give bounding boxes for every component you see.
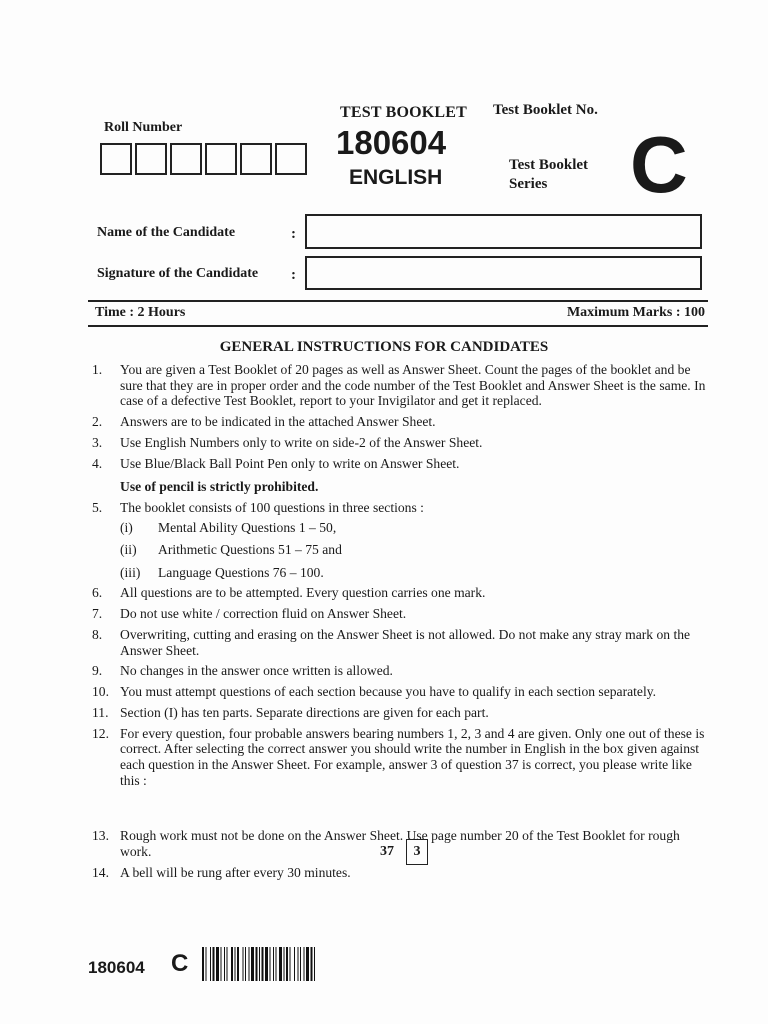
item-number: 6. xyxy=(92,585,103,601)
item-text: Overwriting, cutting and erasing on the Answer Sheet is not allowed. Do not make any stray mark on the Answer Sheet. xyxy=(120,627,691,658)
colon: : xyxy=(291,267,296,283)
list-item xyxy=(92,414,710,430)
test-booklet-series-label: Test Booklet Series xyxy=(509,157,589,192)
item-text xyxy=(120,500,710,580)
roll-digit-box[interactable] xyxy=(100,143,132,175)
item-text: No changes in the answer once written is allowed. xyxy=(120,663,393,679)
answer-example xyxy=(380,839,428,865)
sections-list xyxy=(120,520,710,581)
item-number: 2. xyxy=(92,413,103,429)
list-item xyxy=(92,627,710,658)
section-number: (iii) xyxy=(120,564,141,580)
section-text: Language Questions 76 – 100. xyxy=(158,564,324,580)
roll-digit-box[interactable] xyxy=(275,143,307,175)
item-text: All questions are to be attempted. Every question carries one mark. xyxy=(120,585,486,601)
candidate-signature-field[interactable] xyxy=(305,256,702,290)
list-item xyxy=(92,705,710,721)
section-text: Mental Ability Questions 1 – 50, xyxy=(158,519,337,535)
item-number: 13. xyxy=(92,828,109,844)
barcode-icon xyxy=(202,947,374,981)
item-number: 10. xyxy=(92,684,109,700)
colon: : xyxy=(291,226,296,242)
item-text: For every question, four probable answers bearing numbers 1, 2, 3 and 4 are given. Only one out of these is correct. After selecting the correct answer you should write the number in English in the box given against each question in the Answer Sheet. For example, answer 3 of question 37 is correct, you please write like this : xyxy=(120,725,705,788)
item-text xyxy=(120,456,710,495)
item-text: Section (I) has ten parts. Separate directions are given for each part. xyxy=(120,704,489,720)
subject-title: ENGLISH xyxy=(349,166,443,189)
list-item xyxy=(92,500,710,580)
item-text: You are given a Test Booklet of 20 pages as well as Answer Sheet. Count the pages of the booklet and be sure that they are in proper order and the code number of the Test Booklet and Answer Sheet is the same. In case of a defective Test Booklet, report to your Invigilator and get it replaced. xyxy=(120,362,706,409)
item-text: You must attempt questions of each section because you have to qualify in each section separately. xyxy=(120,684,657,700)
item-text: Use English Numbers only to write on side-2 of the Answer Sheet. xyxy=(120,434,483,450)
section-item xyxy=(120,542,710,558)
section-text: Arithmetic Questions 51 – 75 and xyxy=(158,542,342,558)
item-number: 14. xyxy=(92,864,109,880)
item-number: 7. xyxy=(92,606,103,622)
item-number: 4. xyxy=(92,455,103,471)
item-text-main: The booklet consists of 100 questions in three sections : xyxy=(120,499,424,515)
item-number: 11. xyxy=(92,704,109,720)
item-number: 8. xyxy=(92,627,103,643)
list-item xyxy=(92,684,710,700)
list-item xyxy=(92,663,710,679)
roll-number-boxes xyxy=(100,143,310,175)
item-number: 3. xyxy=(92,434,103,450)
item-text: Rough work must not be done on the Answer Sheet. Use page number 20 of the Test Booklet for rough work. xyxy=(120,828,680,859)
instructions-list xyxy=(92,362,710,885)
example-answer-box: 3 xyxy=(406,839,428,865)
time-allowed: Time : 2 Hours xyxy=(95,305,186,320)
candidate-name-field[interactable] xyxy=(305,214,702,249)
list-item xyxy=(92,362,710,409)
item-text-main: Use Blue/Black Ball Point Pen only to write on Answer Sheet. xyxy=(120,455,460,471)
item-number: 1. xyxy=(92,362,103,377)
item-text: Do not use white / correction fluid on Answer Sheet. xyxy=(120,606,407,622)
section-number: (i) xyxy=(120,519,133,535)
pencil-prohibited-note: Use of pencil is strictly prohibited. xyxy=(120,479,319,495)
list-item xyxy=(92,606,710,622)
footer-series-letter: C xyxy=(171,950,189,977)
roll-digit-box[interactable] xyxy=(205,143,237,175)
example-question-number: 37 xyxy=(380,844,394,859)
list-item xyxy=(92,456,710,495)
list-item xyxy=(92,435,710,451)
test-booklet-no-label: Test Booklet No. xyxy=(493,102,598,118)
divider-top xyxy=(88,300,708,302)
roll-number-label: Roll Number xyxy=(104,120,183,135)
section-number: (ii) xyxy=(120,542,137,558)
list-item xyxy=(92,726,710,788)
maximum-marks: Maximum Marks : 100 xyxy=(566,305,705,320)
test-booklet-label: TEST BOOKLET xyxy=(340,104,468,121)
roll-digit-box[interactable] xyxy=(135,143,167,175)
roll-digit-box[interactable] xyxy=(240,143,272,175)
item-number: 5. xyxy=(92,499,103,515)
time-marks-row xyxy=(95,305,705,321)
list-item xyxy=(92,585,710,601)
section-item xyxy=(120,520,710,536)
list-item xyxy=(92,865,710,881)
item-number: 9. xyxy=(92,663,103,679)
divider-bottom xyxy=(88,325,708,327)
item-number: 12. xyxy=(92,725,109,741)
item-text: A bell will be rung after every 30 minutes. xyxy=(120,864,351,880)
item-text: Answers are to be indicated in the attached Answer Sheet. xyxy=(120,413,436,429)
candidate-name-label: Name of the Candidate xyxy=(97,225,236,240)
roll-digit-box[interactable] xyxy=(170,143,202,175)
instructions-heading: GENERAL INSTRUCTIONS FOR CANDIDATES xyxy=(219,339,549,355)
candidate-signature-label: Signature of the Candidate xyxy=(97,266,259,281)
section-item xyxy=(120,565,710,581)
footer-booklet-code: 180604 xyxy=(88,958,145,977)
test-booklet-code: 180604 xyxy=(336,124,447,161)
test-booklet-series-letter: C xyxy=(630,120,688,209)
